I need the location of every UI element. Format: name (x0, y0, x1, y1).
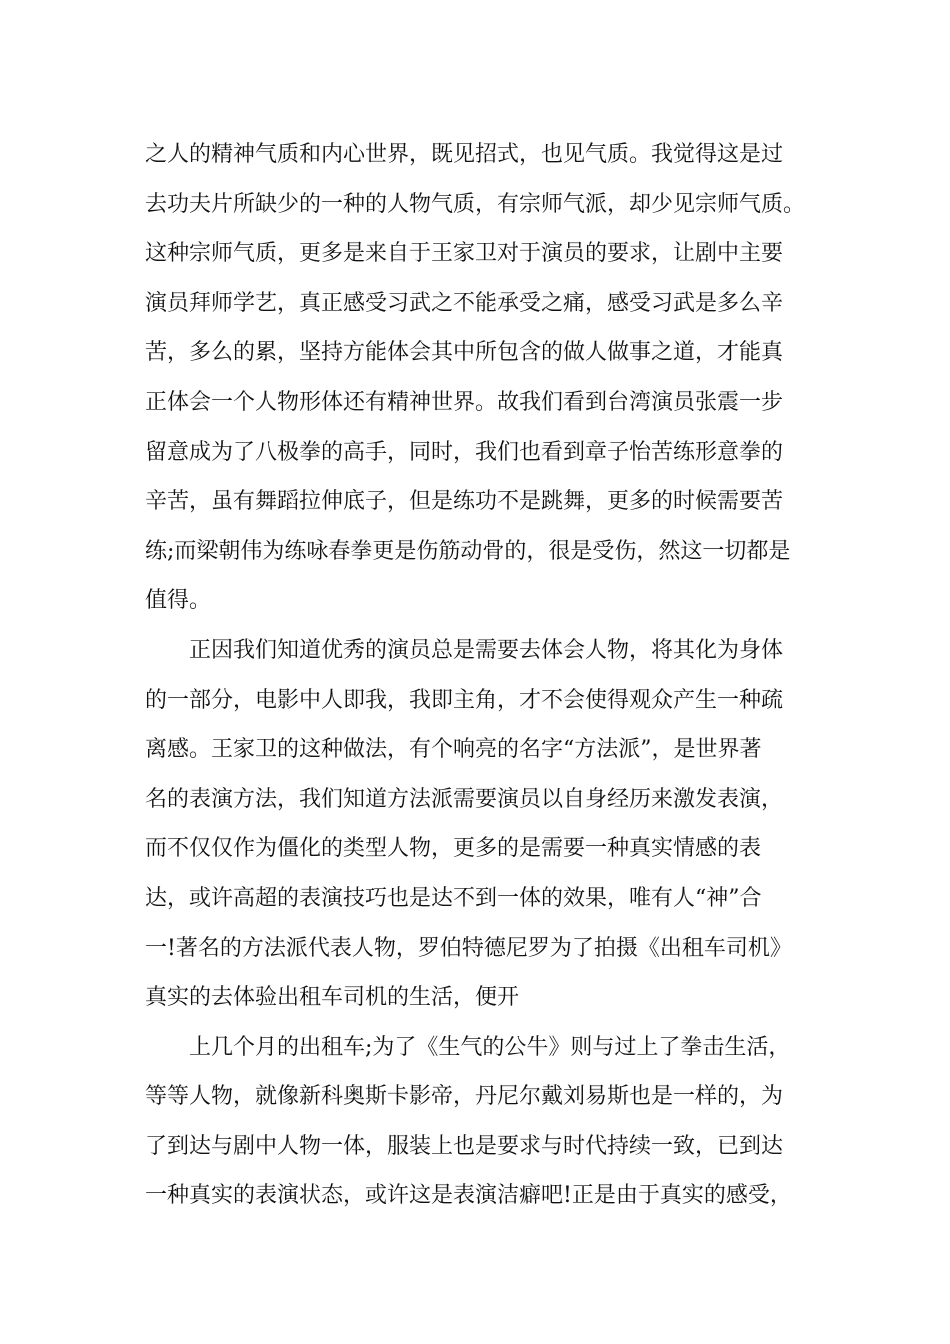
text-line: 离感。王家卫的这种做法，有个响亮的名字“方法派”，是世界著 (145, 737, 762, 763)
text-line: 达，或许高超的表演技巧也是达不到一体的效果，唯有人“神”合 (145, 885, 762, 911)
text-line: 之人的精神气质和内心世界，既见招式，也见气质。我觉得这是过 (145, 142, 784, 167)
text-line: 了到达与剧中人物一体，服装上也是要求与时代持续一致，已到达 (145, 1133, 784, 1159)
text-line: 这种宗师气质，更多是来自于王家卫对于演员的要求，让剧中主要 (145, 241, 784, 267)
text-line: 而不仅仅作为僵化的类型人物，更多的是需要一种真实情感的表 (145, 836, 762, 862)
text-line: 正因我们知道优秀的演员总是需要去体会人物，将其化为身体 (189, 637, 784, 663)
text-line: 一!著名的方法派代表人物，罗伯特德尼罗为了拍摄《出租车司机》 (145, 935, 792, 961)
text-line: 演员拜师学艺，真正感受习武之不能承受之痛，感受习武是多么辛 (145, 290, 784, 316)
text-line: 的一部分，电影中人即我，我即主角，才不会使得观众产生一种疏 (145, 687, 784, 713)
text-line: 上几个月的出租车;为了《生气的公牛》则与过上了拳击生活， (189, 1034, 791, 1060)
text-line: 名的表演方法，我们知道方法派需要演员以自身经历来激发表演， (145, 786, 784, 812)
text-line: 真实的去体验出租车司机的生活，便开 (145, 985, 520, 1011)
text-line: 等等人物，就像新科奥斯卡影帝，丹尼尔戴刘易斯也是一样的，为 (145, 1084, 784, 1110)
text-line: 一种真实的表演状态，或许这是表演洁癖吧!正是由于真实的感受， (145, 1183, 792, 1209)
text-line: 练;而梁朝伟为练咏春拳更是伤筋动骨的，很是受伤，然这一切都是 (145, 538, 791, 564)
text-line: 留意成为了八极拳的高手，同时，我们也看到章子怡苦练形意拳的 (145, 439, 784, 465)
text-line: 辛苦，虽有舞蹈拉伸底子，但是练功不是跳舞，更多的时候需要苦 (145, 489, 784, 515)
text-line: 去功夫片所缺少的一种的人物气质，有宗师气派，却少见宗师气质。 (145, 191, 806, 217)
text-line: 正体会一个人物形体还有精神世界。故我们看到台湾演员张震一步 (145, 389, 784, 415)
body-text (145, 130, 810, 1221)
text-line: 值得。 (145, 588, 212, 614)
text-line: 苦，多么的累，坚持方能体会其中所包含的做人做事之道，才能真 (145, 340, 784, 366)
